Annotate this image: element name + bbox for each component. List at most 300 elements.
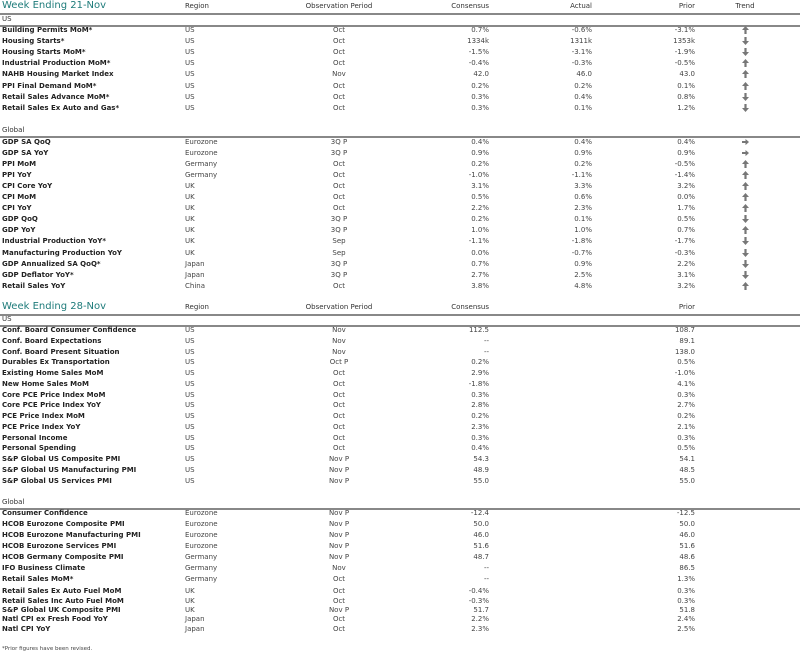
table-row (0, 282, 800, 293)
prior-cell: 2.2% (677, 260, 695, 268)
region-cell: US (185, 59, 195, 67)
prior-cell: 1.7% (677, 204, 695, 212)
region-cell: US (185, 401, 195, 409)
indicator-name: Housing Starts* (2, 37, 65, 45)
column-header-prior: Prior (678, 2, 695, 10)
consensus-cell: 0.2% (471, 160, 489, 168)
indicator-name: Industrial Production MoM* (2, 59, 111, 67)
footnote: *Prior figures have been revised. (2, 646, 93, 652)
trend-down-arrow-icon (735, 260, 755, 268)
region-cell: US (185, 423, 195, 431)
region-cell: Eurozone (185, 520, 218, 528)
consensus-cell: -0.3% (468, 597, 489, 605)
table-row (0, 271, 800, 282)
indicator-name: IFO Business Climate (2, 564, 86, 572)
indicator-name: Conf. Board Expectations (2, 337, 102, 345)
period-cell: Oct (332, 48, 346, 56)
actual-cell: 0.2% (574, 82, 592, 90)
trend-up-arrow-icon (735, 226, 755, 234)
period-cell: Oct (332, 171, 346, 179)
consensus-cell: 55.0 (473, 477, 489, 485)
consensus-cell: 0.7% (471, 260, 489, 268)
column-header-region: Region (185, 303, 209, 311)
consensus-cell: 42.0 (473, 70, 489, 78)
table-row (0, 93, 800, 104)
period-cell: 3Q P (330, 260, 348, 268)
period-cell: 3Q P (330, 215, 348, 223)
consensus-cell: 0.2% (471, 215, 489, 223)
period-cell: Sep (332, 237, 346, 245)
prior-cell: 54.1 (679, 455, 695, 463)
consensus-cell: 0.0% (471, 249, 489, 257)
period-cell: Nov (332, 70, 346, 78)
period-cell: Oct (332, 182, 346, 190)
consensus-cell: -12.4 (470, 509, 489, 517)
table-row (0, 401, 800, 412)
region-cell: Eurozone (185, 149, 218, 157)
period-cell: Oct (332, 423, 346, 431)
table-row (0, 104, 800, 115)
consensus-cell: 2.2% (471, 615, 489, 623)
indicator-name: Industrial Production YoY* (2, 237, 106, 245)
region-cell: Eurozone (185, 509, 218, 517)
period-cell: Nov (332, 326, 346, 334)
indicator-name: Retail Sales Ex Auto Fuel MoM (2, 587, 122, 595)
indicator-name: PPI MoM (2, 160, 37, 168)
period-cell: Nov P (328, 477, 350, 485)
indicator-name: Natl CPI ex Fresh Food YoY (2, 615, 108, 623)
consensus-cell: -1.8% (468, 380, 489, 388)
region-cell: US (185, 455, 195, 463)
table-row (0, 423, 800, 434)
consensus-cell: 2.7% (471, 271, 489, 279)
header-rule (0, 13, 800, 15)
indicator-name: Retail Sales Ex Auto and Gas* (2, 104, 120, 112)
indicator-name: Conf. Board Consumer Confidence (2, 326, 137, 334)
region-cell: UK (185, 193, 195, 201)
trend-down-arrow-icon (735, 104, 755, 112)
region-cell: UK (185, 226, 195, 234)
region-cell: UK (185, 597, 195, 605)
prior-cell: 2.5% (677, 625, 695, 633)
prior-cell: 48.5 (679, 466, 695, 474)
consensus-cell: 0.5% (471, 193, 489, 201)
table-row (0, 520, 800, 531)
indicator-name: Personal Spending (2, 444, 77, 452)
period-cell: Oct (332, 160, 346, 168)
actual-cell: -3.1% (571, 48, 592, 56)
prior-cell: 0.3% (677, 434, 695, 442)
trend-up-arrow-icon (735, 160, 755, 168)
region-cell: US (185, 82, 195, 90)
indicator-name: Manufacturing Production YoY (2, 249, 123, 257)
prior-cell: 2.7% (677, 401, 695, 409)
prior-cell: 48.6 (679, 553, 695, 561)
consensus-cell: 1334k (467, 37, 489, 45)
region-cell: UK (185, 249, 195, 257)
indicator-name: GDP YoY (2, 226, 36, 234)
indicator-name: Personal Income (2, 434, 68, 442)
period-cell: Nov P (328, 455, 350, 463)
column-header-trend: Trend (735, 2, 755, 10)
indicator-name: GDP SA YoY (2, 149, 49, 157)
table-row (0, 48, 800, 59)
period-cell: Oct (332, 380, 346, 388)
period-cell: Oct (332, 282, 346, 290)
prior-cell: 138.0 (674, 348, 695, 356)
actual-cell: 2.3% (574, 204, 592, 212)
region-cell: US (185, 358, 195, 366)
consensus-cell: -- (483, 564, 489, 572)
trend-down-arrow-icon (735, 37, 755, 45)
trend-down-arrow-icon (735, 215, 755, 223)
table-row (0, 369, 800, 380)
indicator-name: HCOB Germany Composite PMI (2, 553, 124, 561)
prior-cell: 2.4% (677, 615, 695, 623)
region-cell: UK (185, 215, 195, 223)
consensus-cell: 2.9% (471, 369, 489, 377)
consensus-cell: 112.5 (468, 326, 489, 334)
region-cell: Germany (185, 564, 218, 572)
prior-cell: 1353k (673, 37, 695, 45)
region-cell: Japan (185, 260, 205, 268)
prior-cell: 46.0 (679, 531, 695, 539)
period-cell: Oct (332, 391, 346, 399)
consensus-cell: -0.4% (468, 587, 489, 595)
table-row (0, 26, 800, 37)
actual-cell: 0.1% (574, 215, 592, 223)
region-cell: US (185, 93, 195, 101)
table-row (0, 531, 800, 542)
region-cell: US (185, 104, 195, 112)
indicator-name: Retail Sales YoY (2, 282, 66, 290)
region-cell: Eurozone (185, 531, 218, 539)
period-cell: Oct (332, 615, 346, 623)
column-header-region: Region (185, 2, 209, 10)
table-row (0, 575, 800, 586)
consensus-cell: 1.0% (471, 226, 489, 234)
indicator-name: S&P Global US Composite PMI (2, 455, 121, 463)
section-label-global: Global (2, 126, 25, 134)
trend-up-arrow-icon (735, 193, 755, 201)
indicator-name: GDP Deflator YoY* (2, 271, 74, 279)
region-cell: Japan (185, 625, 205, 633)
period-cell: Oct (332, 26, 346, 34)
prior-cell: 0.3% (677, 597, 695, 605)
prior-cell: 0.7% (677, 226, 695, 234)
region-cell: US (185, 326, 195, 334)
consensus-cell: 0.7% (471, 26, 489, 34)
table-row (0, 477, 800, 488)
region-cell: US (185, 380, 195, 388)
region-cell: Eurozone (185, 542, 218, 550)
region-cell: US (185, 337, 195, 345)
indicator-name: PPI YoY (2, 171, 32, 179)
indicator-name: GDP Annualized SA QoQ* (2, 260, 101, 268)
indicator-name: S&P Global US Services PMI (2, 477, 112, 485)
indicator-name: Building Permits MoM* (2, 26, 93, 34)
actual-cell: 4.8% (574, 282, 592, 290)
indicator-name: HCOB Eurozone Services PMI (2, 542, 117, 550)
indicator-name: CPI MoM (2, 193, 37, 201)
column-header-consensus: Consensus (451, 303, 489, 311)
prior-cell: -1.7% (674, 237, 695, 245)
prior-cell: 0.5% (677, 358, 695, 366)
table-row (0, 204, 800, 215)
prior-cell: 0.5% (677, 215, 695, 223)
prior-cell: -12.5 (676, 509, 695, 517)
prior-cell: 0.0% (677, 193, 695, 201)
prior-cell: 89.1 (679, 337, 695, 345)
trend-down-arrow-icon (735, 93, 755, 101)
consensus-cell: 0.2% (471, 412, 489, 420)
table-row (0, 182, 800, 193)
period-cell: 3Q P (330, 271, 348, 279)
indicator-name: CPI YoY (2, 204, 32, 212)
prior-cell: 0.1% (677, 82, 695, 90)
table-row (0, 380, 800, 391)
consensus-cell: 50.0 (473, 520, 489, 528)
table-row (0, 82, 800, 93)
consensus-cell: 2.3% (471, 625, 489, 633)
indicator-name: Natl CPI YoY (2, 625, 51, 633)
indicator-name: Retail Sales MoM* (2, 575, 74, 583)
period-cell: Oct P (329, 358, 349, 366)
prior-cell: 3.1% (677, 271, 695, 279)
indicator-name: S&P Global US Manufacturing PMI (2, 466, 137, 474)
indicator-name: PCE Price Index YoY (2, 423, 81, 431)
consensus-cell: 51.7 (473, 606, 489, 614)
consensus-cell: 0.3% (471, 434, 489, 442)
consensus-cell: -1.0% (468, 171, 489, 179)
period-cell: Oct (332, 597, 346, 605)
period-cell: 3Q P (330, 149, 348, 157)
table-row (0, 171, 800, 182)
region-cell: UK (185, 606, 195, 614)
week-title: Week Ending 21-Nov (2, 0, 107, 11)
prior-cell: 55.0 (679, 477, 695, 485)
consensus-cell: 48.9 (473, 466, 489, 474)
consensus-cell: 0.9% (471, 149, 489, 157)
prior-cell: 0.5% (677, 444, 695, 452)
indicator-name: Core PCE Price Index MoM (2, 391, 106, 399)
region-cell: UK (185, 204, 195, 212)
region-cell: US (185, 391, 195, 399)
table-row (0, 564, 800, 575)
region-cell: UK (185, 587, 195, 595)
consensus-cell: 3.8% (471, 282, 489, 290)
table-row (0, 226, 800, 237)
actual-cell: 0.4% (574, 93, 592, 101)
actual-cell: 46.0 (576, 70, 592, 78)
trend-up-arrow-icon (735, 26, 755, 34)
trend-right-arrow-icon (735, 138, 755, 146)
prior-cell: 43.0 (679, 70, 695, 78)
consensus-cell: 48.7 (473, 553, 489, 561)
section-label-global: Global (2, 498, 25, 506)
trend-up-arrow-icon (735, 282, 755, 290)
table-row (0, 542, 800, 553)
period-cell: Oct (332, 401, 346, 409)
prior-cell: 86.5 (679, 564, 695, 572)
prior-cell: -1.9% (674, 48, 695, 56)
actual-cell: 0.1% (574, 104, 592, 112)
column-header-period: Observation Period (305, 2, 373, 10)
actual-cell: 0.4% (574, 138, 592, 146)
period-cell: Nov P (328, 553, 350, 561)
indicator-name: HCOB Eurozone Manufacturing PMI (2, 531, 141, 539)
period-cell: Oct (332, 193, 346, 201)
period-cell: Nov P (328, 606, 350, 614)
region-cell: US (185, 434, 195, 442)
period-cell: Oct (332, 575, 346, 583)
period-cell: Nov P (328, 466, 350, 474)
table-row (0, 37, 800, 48)
prior-cell: 3.2% (677, 182, 695, 190)
indicator-name: Consumer Confidence (2, 509, 88, 517)
consensus-cell: 2.3% (471, 423, 489, 431)
indicator-name: Core PCE Price Index YoY (2, 401, 101, 409)
consensus-cell: 3.1% (471, 182, 489, 190)
consensus-cell: 0.2% (471, 82, 489, 90)
prior-cell: 51.6 (679, 542, 695, 550)
prior-cell: 0.8% (677, 93, 695, 101)
period-cell: Nov P (328, 531, 350, 539)
period-cell: Oct (332, 369, 346, 377)
table-row (0, 237, 800, 248)
consensus-cell: 2.2% (471, 204, 489, 212)
prior-cell: -1.4% (674, 171, 695, 179)
period-cell: 3Q P (330, 138, 348, 146)
consensus-cell: -1.1% (468, 237, 489, 245)
period-cell: Oct (332, 37, 346, 45)
period-cell: 3Q P (330, 226, 348, 234)
table-row (0, 260, 800, 271)
region-cell: US (185, 26, 195, 34)
actual-cell: 1.0% (574, 226, 592, 234)
trend-down-arrow-icon (735, 271, 755, 279)
indicator-name: Retail Sales Advance MoM* (2, 93, 110, 101)
trend-down-arrow-icon (735, 48, 755, 56)
prior-cell: 108.7 (674, 326, 695, 334)
consensus-cell: 0.3% (471, 391, 489, 399)
consensus-cell: -0.4% (468, 59, 489, 67)
prior-cell: 1.3% (677, 575, 695, 583)
prior-cell: -0.3% (674, 249, 695, 257)
region-cell: US (185, 466, 195, 474)
prior-cell: 1.2% (677, 104, 695, 112)
prior-cell: -3.1% (674, 26, 695, 34)
region-cell: Germany (185, 171, 218, 179)
region-cell: Germany (185, 575, 218, 583)
consensus-cell: 0.2% (471, 358, 489, 366)
trend-right-arrow-icon (735, 149, 755, 157)
prior-cell: -0.5% (674, 160, 695, 168)
actual-cell: 1311k (570, 37, 592, 45)
region-cell: UK (185, 182, 195, 190)
region-cell: Germany (185, 553, 218, 561)
trend-up-arrow-icon (735, 182, 755, 190)
region-cell: US (185, 477, 195, 485)
table-row (0, 193, 800, 204)
indicator-name: PPI Final Demand MoM* (2, 82, 97, 90)
prior-cell: 2.1% (677, 423, 695, 431)
trend-up-arrow-icon (735, 59, 755, 67)
region-cell: Eurozone (185, 138, 218, 146)
region-cell: US (185, 70, 195, 78)
period-cell: Oct (332, 587, 346, 595)
period-cell: Oct (332, 104, 346, 112)
section-label-us: US (2, 315, 12, 323)
period-cell: Nov (332, 337, 346, 345)
column-header-prior: Prior (678, 303, 695, 311)
table-row (0, 444, 800, 455)
actual-cell: 0.2% (574, 160, 592, 168)
prior-cell: 4.1% (677, 380, 695, 388)
prior-cell: 0.2% (677, 412, 695, 420)
table-row (0, 70, 800, 81)
period-cell: Nov (332, 564, 346, 572)
consensus-cell: -1.5% (468, 48, 489, 56)
trend-up-arrow-icon (735, 204, 755, 212)
period-cell: Nov P (328, 542, 350, 550)
region-cell: US (185, 348, 195, 356)
trend-down-arrow-icon (735, 237, 755, 245)
consensus-cell: 0.4% (471, 444, 489, 452)
trend-down-arrow-icon (735, 249, 755, 257)
prior-cell: 50.0 (679, 520, 695, 528)
indicator-name: S&P Global UK Composite PMI (2, 606, 121, 614)
table-row (0, 138, 800, 149)
period-cell: Nov (332, 348, 346, 356)
actual-cell: -0.6% (571, 26, 592, 34)
table-row (0, 358, 800, 369)
period-cell: Oct (332, 93, 346, 101)
region-cell: US (185, 37, 195, 45)
actual-cell: 0.6% (574, 193, 592, 201)
consensus-cell: 0.4% (471, 138, 489, 146)
indicator-name: PCE Price Index MoM (2, 412, 85, 420)
indicator-name: Conf. Board Present Situation (2, 348, 120, 356)
region-cell: China (185, 282, 205, 290)
indicator-name: GDP SA QoQ (2, 138, 51, 146)
header-rule (0, 314, 800, 316)
table-row (0, 249, 800, 260)
period-cell: Oct (332, 59, 346, 67)
actual-cell: -0.7% (571, 249, 592, 257)
table-row (0, 160, 800, 171)
indicator-name: HCOB Eurozone Composite PMI (2, 520, 125, 528)
consensus-cell: 46.0 (473, 531, 489, 539)
table-row (0, 553, 800, 564)
prior-cell: -0.5% (674, 59, 695, 67)
period-cell: Nov P (328, 509, 350, 517)
week-title: Week Ending 28-Nov (2, 301, 107, 312)
indicator-name: Retail Sales Inc Auto Fuel MoM (2, 597, 124, 605)
period-cell: Oct (332, 625, 346, 633)
consensus-cell: 54.3 (473, 455, 489, 463)
trend-up-arrow-icon (735, 70, 755, 78)
trend-up-arrow-icon (735, 171, 755, 179)
region-cell: Germany (185, 160, 218, 168)
actual-cell: -1.8% (571, 237, 592, 245)
period-cell: Oct (332, 412, 346, 420)
consensus-cell: 0.3% (471, 93, 489, 101)
table-row (0, 149, 800, 160)
column-header-period: Observation Period (305, 303, 373, 311)
indicator-name: Durables Ex Transportation (2, 358, 110, 366)
period-cell: Nov P (328, 520, 350, 528)
